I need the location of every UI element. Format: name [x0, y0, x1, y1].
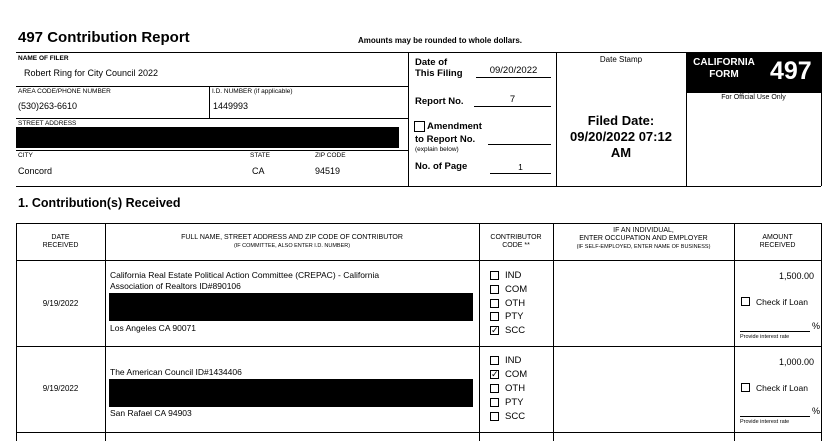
col-header-code: CONTRIBUTOR CODE **	[490, 234, 542, 249]
header-bottom-border	[16, 186, 821, 187]
code-checkbox-com[interactable]	[490, 285, 499, 294]
table-row-border	[16, 432, 821, 433]
code-checkbox-scc[interactable]	[490, 326, 499, 335]
interest-rate-label: Provide interest rate	[740, 419, 790, 425]
row-date: 9/19/2022	[42, 299, 79, 308]
table-column-divider	[105, 223, 106, 441]
section-title: 1. Contribution(s) Received	[18, 196, 181, 210]
checkmark-icon: ✓	[491, 325, 499, 335]
pages-label: No. of Page	[415, 161, 468, 172]
contribution-amount: 1,000.00	[778, 357, 814, 367]
filing-date-underline	[476, 77, 551, 78]
col-header-occupation: IF AN INDIVIDUAL, ENTER OCCUPATION AND EMPLOYER (IF SELF-EMPLOYED, ENTER NAME OF BUSINESS)	[576, 227, 711, 250]
loan-label: Check if Loan	[756, 383, 808, 393]
percent-sign: %	[812, 321, 821, 331]
row-date: 9/19/2022	[42, 384, 79, 393]
code-label-scc: SCC	[505, 411, 526, 422]
filer-name: Robert Ring for City Council 2022	[24, 68, 159, 78]
table-top-border	[16, 223, 821, 224]
checkmark-icon: ✓	[491, 369, 499, 379]
code-label-com: COM	[505, 284, 528, 295]
code-checkbox-oth[interactable]	[490, 384, 499, 393]
table-border	[821, 223, 822, 441]
loan-checkbox[interactable]	[741, 297, 750, 306]
phone-label: AREA CODE/PHONE NUMBER	[18, 88, 111, 95]
city-value: Concord	[18, 166, 53, 176]
interest-rate-line[interactable]	[740, 331, 810, 332]
zip-label: ZIP CODE	[315, 152, 346, 159]
code-checkbox-ind[interactable]	[490, 271, 499, 280]
city-label: CITY	[18, 152, 33, 159]
date-stamp-label: Date Stamp	[599, 55, 643, 64]
zip-value: 94519	[315, 166, 341, 176]
code-label-scc: SCC	[505, 325, 526, 336]
filed-date-stamp: Filed Date: 09/20/2022 07:12 AM	[570, 113, 672, 160]
redacted-contributor-address	[109, 293, 473, 321]
amendment-label: Amendment	[427, 121, 482, 132]
id-number-value: 1449993	[213, 101, 249, 111]
contributor-name: The American Council ID#1434406	[110, 367, 242, 377]
pages-underline	[490, 173, 551, 174]
table-column-divider	[479, 223, 480, 441]
code-checkbox-com[interactable]	[490, 370, 499, 379]
phone-value: (530)263-6610	[18, 101, 78, 111]
code-label-oth: OTH	[505, 383, 526, 394]
contributor-name: California Real Estate Political Action Committee (CREPAC) - California Association of Realtors ID#890106	[110, 270, 380, 291]
col-header-name: FULL NAME, STREET ADDRESS AND ZIP CODE OF CONTRIBUTOR (IF COMMITTEE, ALSO ENTER I.D. NUMBER)	[181, 234, 403, 249]
code-label-pty: PTY	[505, 311, 524, 322]
amendment-checkbox[interactable]	[414, 121, 425, 132]
code-checkbox-pty[interactable]	[490, 398, 499, 407]
code-label-com: COM	[505, 369, 528, 380]
code-label-ind: IND	[505, 355, 522, 366]
code-checkbox-ind[interactable]	[490, 356, 499, 365]
code-checkbox-oth[interactable]	[490, 299, 499, 308]
loan-checkbox[interactable]	[741, 383, 750, 392]
filer-name-label: NAME OF FILER	[18, 55, 69, 62]
amendment-report-label: to Report No.	[415, 134, 476, 145]
form-state-label: CALIFORNIA	[693, 57, 755, 68]
filing-date-value: 09/20/2022	[489, 65, 538, 76]
state-label: STATE	[250, 152, 270, 159]
report-no-value: 7	[509, 94, 516, 105]
percent-sign: %	[812, 406, 821, 416]
report-no-label: Report No.	[415, 96, 464, 107]
redacted-contributor-address	[109, 379, 473, 407]
amendment-underline	[488, 144, 551, 145]
official-use-label: For Official Use Only	[721, 94, 786, 101]
header-divider	[209, 86, 210, 118]
amendment-note: (explain below)	[415, 146, 459, 153]
header-divider	[408, 52, 409, 186]
header-divider	[16, 150, 408, 151]
form-label: FORM	[709, 69, 739, 80]
code-checkbox-pty[interactable]	[490, 312, 499, 321]
table-row-border	[16, 346, 821, 347]
header-divider	[821, 52, 822, 186]
interest-rate-line[interactable]	[740, 416, 810, 417]
table-header-border	[16, 260, 821, 261]
table-border	[16, 223, 17, 441]
loan-label: Check if Loan	[756, 297, 808, 307]
report-title: 497 Contribution Report	[18, 29, 190, 46]
id-number-label: I.D. NUMBER (if applicable)	[212, 88, 293, 95]
contribution-amount: 1,500.00	[778, 271, 814, 281]
rounding-note: Amounts may be rounded to whole dollars.	[358, 36, 523, 45]
state-value: CA	[252, 166, 265, 176]
col-header-amount: AMOUNT RECEIVED	[759, 234, 796, 249]
code-label-pty: PTY	[505, 397, 524, 408]
interest-rate-label: Provide interest rate	[740, 334, 790, 340]
form-number: 497	[770, 57, 812, 85]
code-label-oth: OTH	[505, 298, 526, 309]
redacted-street-address	[16, 127, 399, 148]
table-column-divider	[553, 223, 554, 441]
street-address-label: STREET ADDRESS	[18, 120, 77, 127]
contributor-city: Los Angeles CA 90071	[110, 323, 197, 333]
col-header-date: DATE RECEIVED	[42, 234, 79, 249]
header-divider	[16, 86, 408, 87]
contributor-city: San Rafael CA 94903	[110, 408, 192, 418]
table-column-divider	[734, 223, 735, 441]
filing-date-label: Date of This Filing	[415, 57, 463, 79]
report-no-underline	[474, 106, 551, 107]
code-label-ind: IND	[505, 270, 522, 281]
code-checkbox-scc[interactable]	[490, 412, 499, 421]
california-form-block	[686, 52, 821, 93]
pages-value: 1	[518, 162, 523, 172]
header-divider	[16, 118, 408, 119]
